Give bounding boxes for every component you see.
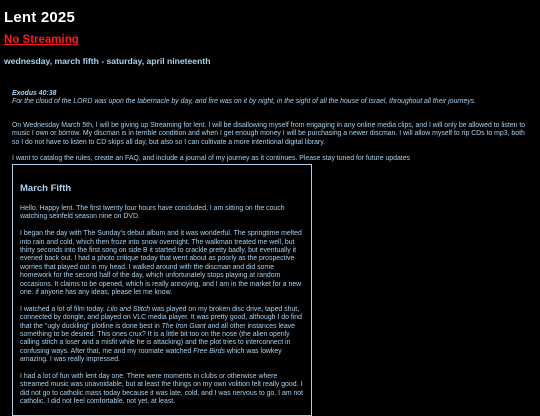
entry-paragraph-1: Hello. Happy lent. The first twenty four hours have concluded, I am sitting on the couch watching seinfeld season nine on DVD. (20, 205, 285, 221)
intro-updates-paragraph: I want to catalog the rules, create an FAQ, and include a journal of my journey as it continues. Please stay tuned for future updates (12, 155, 410, 162)
film-title-the-iron-giant: The Iron Giant (161, 322, 206, 330)
entry-paragraph-4: I had a lot of fun with lent day one. There were moments in clubs or otherwise where streamed music was unavoidable, but at least the things on my own volition felt really good. I did not go to catholic mass today because it was late, cold, and I was nervous to go. I am not catholic. I did not feel comfortable. not yet, at least. (20, 373, 304, 406)
date-range: wednesday, march fifth - saturday, april nineteenth (4, 56, 211, 66)
entry-text: which was lowkey amazing. I was really impressed. (20, 347, 282, 364)
entry-paragraph-2: I began the day with The Sunday's debut album and it was wonderful. The springtime melted into rain and cold, which then froze into snow overnight. The walkman treated me well, but thirty seconds into the first song on side B it started to crackle pretty badly, but eventually it evened back out. I had a photo critique today that went about as poorly as the prospective worries that played out in my head. I walked around with the discman and did some homework for the second half of the day, which unfortunately stops playing at random occasions. It claims to be opened, which is really annoying, and I am in the market for a new one. if anyone has any ideas, please let me know. (20, 230, 302, 297)
page-title: Lent 2025 (4, 9, 75, 26)
entry-text: was played on my broken disc drive, taped shut, connected by dongle, and played on VLC media player. It was pretty good, although I do find that the "ugly duckling" plotline is done best in (20, 305, 302, 330)
entry-text: I watched a lot of film today. (20, 305, 107, 313)
verse-text: For the cloud of the LORD was upon the tabernacle by day, and fire was on it by night, in the sight of all the house of Israel, throughout all their journeys. (12, 98, 477, 105)
entry-paragraph-3 (20, 306, 305, 365)
film-title-lilo-and-stitch: Lilo and Stitch (106, 305, 151, 313)
entry-text: and all other instances leave something to be desired. This ones crux? It is a little bit too on the nose (the alien openly calling stitch a loser and a misfit while he is attacking) and the plot tries to interconnect in confusing ways. After that, me and my roomate watched (20, 322, 295, 355)
journal-entry-title: March Fifth (20, 183, 72, 194)
journal-entry-box (12, 164, 312, 416)
journal-entry-body (20, 205, 305, 415)
film-title-free-birds: Free Birds (193, 347, 225, 355)
verse-reference: Exodus 40:38 (12, 90, 57, 97)
no-streaming-link[interactable]: No Streaming (4, 34, 79, 46)
intro-paragraph: On Wednesday March 5th, I will be giving up Streaming for lent. I will be disallowing myself from engaging in any online media clips, and I will only be allowed to listen to music I own or borrow. My discman is in terrible condition and when I get enough money I will be purchasing a newer discman. I will allow myself to rip CDs to mp3, both so I do not have to listen to CD skips all day, but also so I can cultivate a more intentional digital library. (12, 122, 526, 146)
